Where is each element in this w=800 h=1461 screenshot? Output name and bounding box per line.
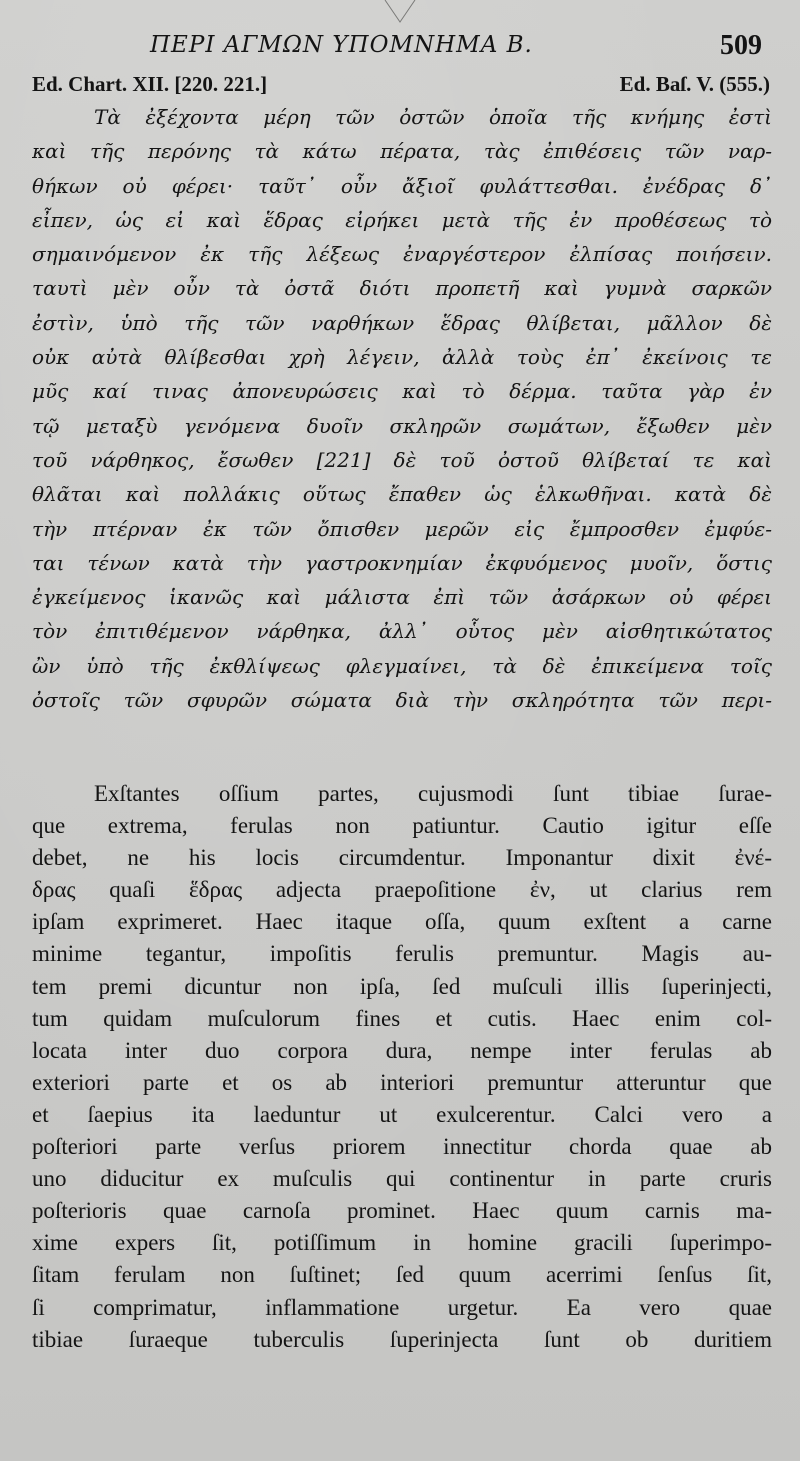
latin-line: et ſaepius ita laeduntur ut exulcerentur. Calci vero a [32, 1101, 772, 1127]
greek-line: τὸν ἐπιτιθέμενον νάρθηκα, ἀλλ᾽ οὗτος μὲν αἰσθητικώτατος [32, 619, 772, 644]
latin-line: tibiae ſuraeque tuberculis ſuperinjecta ſunt ob duritiem [32, 1326, 772, 1352]
page-fold-mark [380, 0, 420, 30]
latin-line: locata inter duo corpora dura, nempe inter ferulas ab [32, 1037, 772, 1063]
greek-line: εἶπεν, ὡς εἰ καὶ ἕδρας εἰρήκει μετὰ τῆς ἐν προθέσεως τὸ [32, 207, 772, 232]
latin-line: uno diducitur ex muſculis qui continentur in parte cruris [32, 1166, 772, 1192]
greek-line: θλᾶται καὶ πολλάκις οὕτως ἔπαθεν ὡς ἑλκωθῆναι. κατὰ δὲ [32, 482, 772, 507]
greek-line: καὶ τῆς περόνης τὰ κάτω πέρατα, τὰς ἐπιθέσεις τῶν ναρ- [32, 139, 772, 164]
greek-line: ταυτὶ μὲν οὖν τὰ ὀστᾶ διότι προπετῆ καὶ γυμνὰ σαρκῶν [32, 276, 772, 301]
edition-chartier: Ed. Chart. XII. [220. 221.] [32, 72, 268, 96]
edition-reference-line [32, 72, 770, 98]
greek-text-block [32, 100, 772, 717]
latin-line: ſi comprimatur, inflammatione urgetur. Ea vero quae [32, 1294, 772, 1320]
greek-line: ἐγκείμενος ἱκανῶς καὶ μάλιστα ἐπὶ τῶν ἀσάρκων οὐ φέρει [32, 585, 772, 610]
greek-line: τοῦ νάρθηκος, ἔσωθεν [221] δὲ τοῦ ὀστοῦ θλίβεταί τε καὶ [32, 447, 772, 472]
greek-line: Τὰ ἐξέχοντα μέρη τῶν ὀστῶν ὁποῖα τῆς κνήμης ἐστὶ [94, 105, 772, 129]
greek-line: σημαινόμενον ἐκ τῆς λέξεως ἐναργέστερον ἐλπίσας ποιήσειν. [32, 242, 772, 267]
running-title: ΠΕΡΙ ΑΓΜΩΝ ΥΠΟΜΝΗΜΑ Β. [150, 32, 533, 58]
greek-line: οὐκ αὐτὰ θλίβεσθαι χρὴ λέγειν, ἀλλὰ τοὺς ἐπ᾽ ἐκείνοις τε [32, 345, 772, 370]
latin-line: poſteriori parte verſus priorem innectitur chorda quae ab [32, 1134, 772, 1160]
greek-line: τὴν πτέρναν ἐκ τῶν ὄπισθεν μερῶν εἰς ἔμπροσθεν ἐμφύε- [32, 516, 772, 541]
running-head [0, 30, 800, 64]
greek-line: θήκων οὐ φέρει· ταῦτ᾽ οὖν ἄξιοῖ φυλάττεσθαι. ἐνέδρας δ᾽ [32, 173, 772, 198]
greek-line: τῷ μεταξὺ γενόμενα δυοῖν σκληρῶν σωμάτων, ἔξωθεν μὲν [32, 413, 772, 438]
latin-line: tum quidam muſculorum fines et cutis. Haec enim col- [32, 1005, 772, 1031]
greek-line: μῦς καί τινας ἀπονευρώσεις καὶ τὸ δέρμα. ταῦτα γὰρ ἐν [32, 379, 772, 404]
latin-line: ipſam exprimeret. Haec itaque oſſa, quum exſtent a carne [32, 909, 772, 935]
page-number: 509 [720, 30, 762, 61]
greek-line: ὀστοῖς τῶν σφυρῶν σώματα διὰ τὴν σκληρότητα τῶν περι- [32, 688, 772, 713]
latin-line: Exſtantes oſſium partes, cujusmodi ſunt tibiae ſurae- [94, 781, 772, 806]
latin-line: debet, ne his locis circumdentur. Imponantur dixit ἐνέ- [32, 845, 772, 871]
latin-line: δρας quaſi ἕδρας adjecta praepoſitione ἐν, ut clarius rem [32, 877, 772, 903]
greek-line: ται τένων κατὰ τὴν γαστροκνημίαν ἐκφυόμενος μυοῖν, ὅστις [32, 550, 772, 575]
latin-line: minime tegantur, impoſitis ferulis premuntur. Magis au- [32, 941, 772, 967]
latin-line: poſterioris quae carnoſa prominet. Haec quum carnis ma- [32, 1198, 772, 1224]
latin-translation-block [32, 778, 772, 1356]
greek-line: ἐστὶν, ὑπὸ τῆς τῶν ναρθήκων ἕδρας θλίβεται, μᾶλλον δὲ [32, 310, 772, 335]
latin-line: que extrema, ferulas non patiuntur. Cautio igitur eſſe [32, 813, 772, 839]
edition-basel: Ed. Baſ. V. (555.) [619, 72, 770, 96]
latin-line: tem premi dicuntur non ipſa, ſed muſculi illis ſuperinjecti, [32, 973, 772, 999]
latin-line: ſitam ferulam non ſuſtinet; ſed quum acerrimi ſenſus ſit, [32, 1262, 772, 1288]
latin-line: xime expers ſit, potiſſimum in homine gracili ſuperimpo- [32, 1230, 772, 1256]
greek-line: ὢν ὑπὸ τῆς ἐκθλίψεως φλεγμαίνει, τὰ δὲ ἐπικείμενα τοῖς [32, 653, 772, 678]
latin-line: exteriori parte et os ab interiori premuntur atteruntur que [32, 1069, 772, 1095]
